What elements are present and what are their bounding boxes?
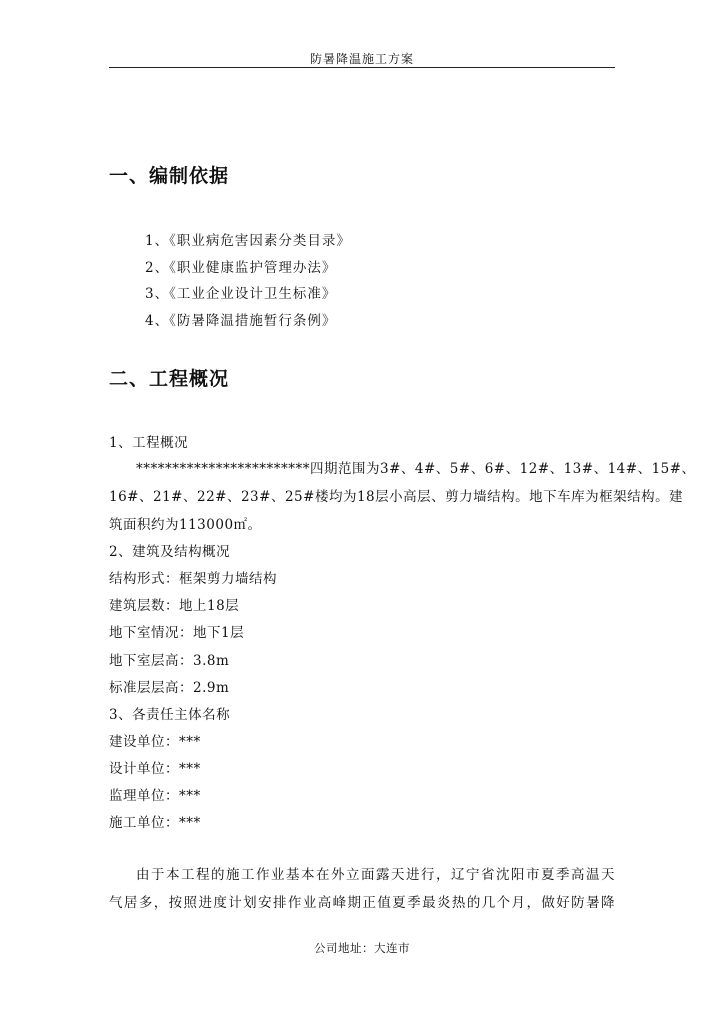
list-item: 2、《职业健康监护管理办法》 <box>145 259 337 276</box>
page-footer-address: 公司地址：大连市 <box>314 941 410 955</box>
overview-line: 16#、21#、22#、23#、25#楼均为18层小高层、剪力墙结构。地下车库为框架结构。建 <box>109 489 684 505</box>
info-line: 监理单位：*** <box>109 788 201 804</box>
list-item: 4、《防暑降温措施暂行条例》 <box>145 312 337 329</box>
subheading-project-overview: 1、工程概况 <box>109 435 189 451</box>
paragraph-line: 由于本工程的施工作业基本在外立面露天进行，辽宁省沈阳市夏季高温天 <box>136 867 615 883</box>
info-line: 地下室情况：地下1层 <box>109 625 245 641</box>
subheading-parties: 3、各责任主体名称 <box>109 707 231 723</box>
list-item: 1、《职业病危害因素分类目录》 <box>145 233 351 249</box>
info-line: 施工单位：*** <box>109 815 201 831</box>
basis-list <box>145 232 351 338</box>
section-heading-overview: 二、工程概况 <box>109 368 230 390</box>
overview-line: 筑面积约为113000㎡。 <box>109 517 262 533</box>
page-header-title: 防暑降温施工方案 <box>309 52 414 66</box>
header-divider <box>109 67 615 68</box>
section-heading-basis: 一、编制依据 <box>109 165 230 187</box>
info-line: 建筑层数：地上18层 <box>109 598 240 614</box>
info-line: 结构形式：框架剪力墙结构 <box>109 571 277 587</box>
overview-line: ************************四期范围为3#、4#、5#、6#、12#、13#、14#、15#、 <box>136 461 696 477</box>
info-line: 标准层层高：2.9m <box>109 680 230 696</box>
info-line: 设计单位：*** <box>109 761 201 777</box>
subheading-structure: 2、建筑及结构概况 <box>109 544 231 560</box>
paragraph-line: 气居多，按照进度计划安排作业高峰期正值夏季最炎热的几个月，做好防暑降 <box>109 895 615 911</box>
list-item: 3、《工业企业设计卫生标准》 <box>145 286 337 302</box>
info-line: 地下室层高：3.8m <box>109 653 230 669</box>
info-line: 建设单位：*** <box>109 734 201 750</box>
